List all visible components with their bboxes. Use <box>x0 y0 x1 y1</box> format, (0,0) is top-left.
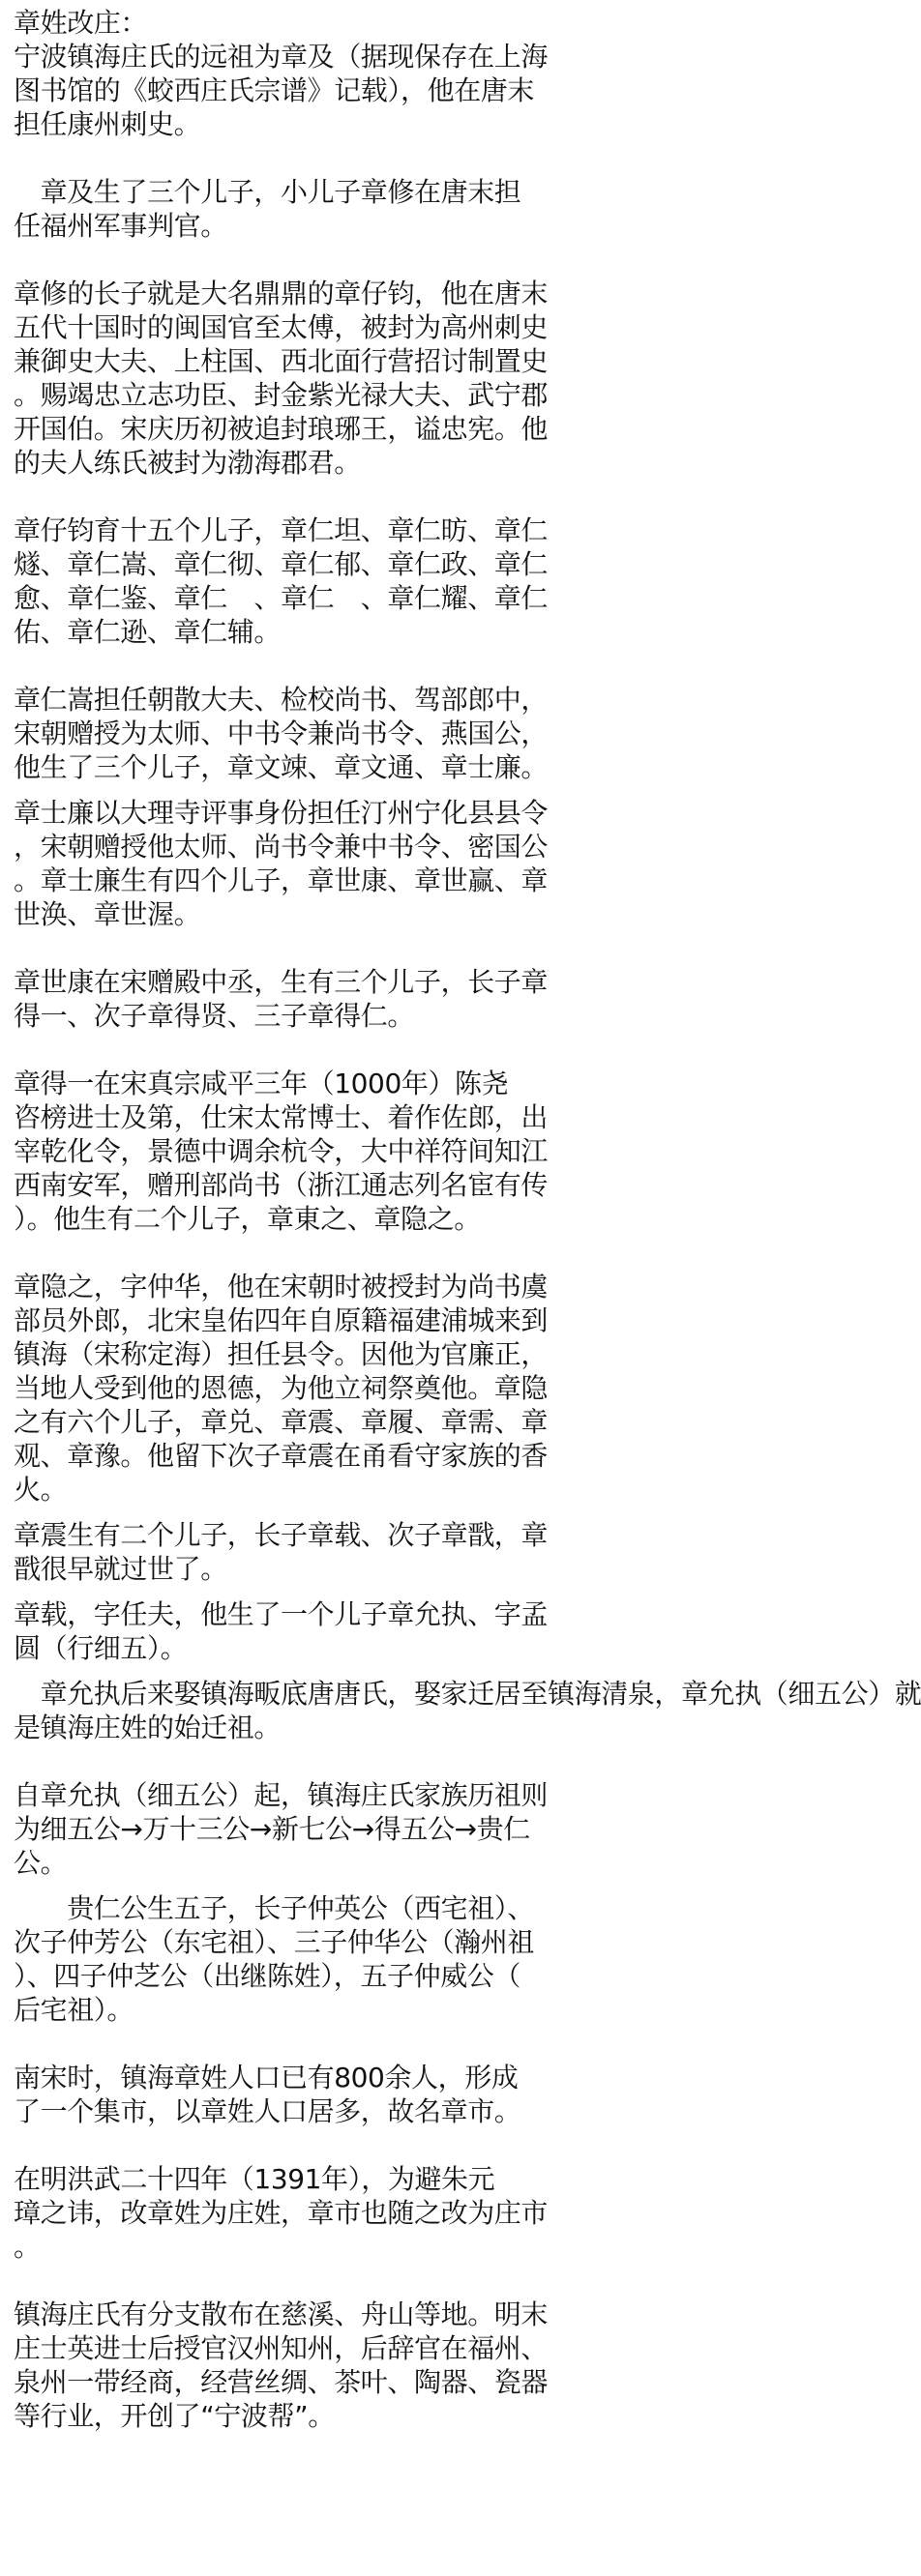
text-line: 公。 <box>14 1847 68 1879</box>
text-line: 泉州一带经商，经营丝绸、茶叶、陶器、瓷器 <box>14 2366 549 2398</box>
text-line: 燧、章仁嵩、章仁彻、章仁郁、章仁政、章仁 <box>14 548 549 580</box>
paragraph-gap <box>14 2027 606 2061</box>
text-line: 。赐竭忠立志功臣、封金紫光禄大夫、武宁郡 <box>14 379 549 411</box>
text-line: 。章士廉生有四个儿子，章世康、章世赢、章 <box>14 864 549 896</box>
paragraph <box>14 683 606 784</box>
text-line: 任福州军事判官。 <box>14 210 227 242</box>
text-line: 自章允执（细五公）起，镇海庄氏家族历祖则 <box>14 1779 549 1811</box>
text-line: 宰乾化令，景德中调余杭令，大中祥符间知江 <box>14 1135 549 1167</box>
text-line: 西南安军，赠刑部尚书（浙江通志列名宦有传 <box>14 1169 549 1201</box>
text-line: 为细五公→万十三公→新七公→得五公→贵仁 <box>14 1813 530 1845</box>
text-line: 在明洪武二十四年（1391年），为避朱元 <box>14 2163 495 2195</box>
text-line: 宋朝赠授为太师、中书令兼尚书令、燕国公， <box>14 717 549 749</box>
text-line: 戬很早就过世了。 <box>14 1553 227 1585</box>
text-line: ，宋朝赠授他太师、尚书令兼中书令、密国公 <box>14 831 549 863</box>
text-line: 是镇海庄姓的始迁祖。 <box>14 1712 282 1743</box>
paragraph <box>14 1270 606 1507</box>
text-line: 南宋时，镇海章姓人口已有800余人，形成 <box>14 2062 519 2093</box>
text-line: 得一、次子章得贤、三子章得仁。 <box>14 1000 415 1032</box>
paragraph-list <box>14 40 921 2433</box>
text-line: 章允执后来娶镇海畈底唐唐氏，娶家迁居至镇海清泉，章允执（细五公）就 <box>14 1678 921 1710</box>
paragraph <box>14 1597 606 1665</box>
text-line: 章仔钧育十五个儿子，章仁坦、章仁昉、章仁 <box>14 514 549 546</box>
text-line: 五代十国时的闽国官至太傅，被封为高州刺史 <box>14 311 549 343</box>
paragraph-gap <box>14 243 606 277</box>
paragraph-gap <box>14 2264 606 2298</box>
text-line: 章士廉以大理寺评事身份担任汀州宁化县县令 <box>14 797 549 829</box>
text-line: 兼御史大夫、上柱国、西北面行营招讨制置史 <box>14 345 549 377</box>
text-line: 世涣、章世渥。 <box>14 898 201 930</box>
text-line: 章得一在宋真宗咸平三年（1000年）陈尧 <box>14 1068 509 1099</box>
text-line: 他生了三个儿子，章文竦、章文通、章士廉。 <box>14 751 549 783</box>
paragraph <box>14 175 606 243</box>
text-line: 章及生了三个儿子，小儿子章修在唐末担 <box>14 176 521 208</box>
paragraph <box>14 1067 606 1236</box>
paragraph <box>14 513 606 649</box>
text-line: 后宅祖）。 <box>14 1994 134 2026</box>
text-line: ）、四子仲芝公（出继陈姓），五子仲威公（ <box>14 1960 521 1992</box>
text-line: 章载，字任夫，他生了一个儿子章允执、字孟 <box>14 1598 549 1630</box>
text-line: 圆（行细五）。 <box>14 1632 188 1664</box>
text-line: 。 <box>14 2231 41 2263</box>
paragraph <box>14 277 606 480</box>
paragraph <box>14 965 606 1033</box>
text-line: 庄士英进士后授官汉州知州，后辞官在福州、 <box>14 2332 549 2364</box>
paragraph-gap <box>14 141 606 175</box>
paragraph <box>14 2298 606 2433</box>
text-line: 咨榜进士及第，仕宋太常博士、着作佐郎，出 <box>14 1101 549 1133</box>
text-line: 图书馆的《蛟西庄氏宗谱》记载），他在唐末 <box>14 74 535 106</box>
paragraph <box>14 2061 606 2128</box>
text-line: 次子仲芳公（东宅祖）、三子仲华公（瀚州祖 <box>14 1926 535 1958</box>
text-line: 愈、章仁鉴、章仁 、章仁 、章仁耀、章仁 <box>14 582 549 614</box>
text-line: 火。 <box>14 1474 68 1506</box>
text-line: 宁波镇海庄氏的远祖为章及（据现保存在上海 <box>14 41 549 73</box>
document-body <box>14 6 921 2433</box>
text-line: ）。他生有二个儿子，章東之、章隐之。 <box>14 1203 481 1235</box>
paragraph-gap <box>14 2128 606 2162</box>
text-line: 璋之讳，改章姓为庄姓，章市也随之改为庄市 <box>14 2197 549 2229</box>
paragraph <box>14 1518 606 1586</box>
text-line: 章震生有二个儿子，长子章载、次子章戬，章 <box>14 1519 549 1551</box>
text-line: 之有六个儿子，章兑、章震、章履、章需、章 <box>14 1406 549 1438</box>
paragraph <box>14 40 606 141</box>
text-line: 部员外郎，北宋皇佑四年自原籍福建浦城来到 <box>14 1304 549 1336</box>
text-line: 贵仁公生五子，长子仲英公（西宅祖）、 <box>14 1892 535 1924</box>
paragraph-gap <box>14 931 606 965</box>
text-line: 章仁嵩担任朝散大夫、检校尚书、驾部郎中， <box>14 684 549 716</box>
paragraph-gap <box>14 784 606 796</box>
paragraph <box>14 1677 921 1744</box>
text-line: 章隐之，字仲华，他在宋朝时被授封为尚书虞 <box>14 1271 549 1303</box>
text-line: 观、章豫。他留下次子章震在甬看守家族的香 <box>14 1440 549 1472</box>
paragraph-gap <box>14 480 606 513</box>
paragraph-gap <box>14 1033 606 1067</box>
paragraph-gap <box>14 1880 606 1891</box>
text-line: 等行业，开创了“宁波帮”。 <box>14 2400 335 2432</box>
text-line: 镇海（宋称定海）担任县令。因他为官廉正， <box>14 1338 549 1370</box>
text-line: 章世康在宋赠殿中丞，生有三个儿子，长子章 <box>14 966 549 998</box>
paragraph-gap <box>14 1586 606 1597</box>
text-line: 的夫人练氏被封为渤海郡君。 <box>14 447 361 479</box>
text-line: 佑、章仁逊、章仁辅。 <box>14 616 282 648</box>
paragraph-gap <box>14 1665 606 1677</box>
paragraph-gap <box>14 1507 606 1518</box>
paragraph-gap <box>14 1236 606 1270</box>
paragraph-gap <box>14 649 606 683</box>
text-line: 镇海庄氏有分支散布在慈溪、舟山等地。明末 <box>14 2298 549 2330</box>
text-line: 当地人受到他的恩德，为他立祠祭奠他。章隐 <box>14 1372 549 1404</box>
text-line: 章修的长子就是大名鼎鼎的章仔钧，他在唐末 <box>14 278 549 309</box>
document-title: 章姓改庄： <box>14 7 148 39</box>
text-line: 了一个集市，以章姓人口居多，故名章市。 <box>14 2095 521 2127</box>
text-line: 担任康州刺史。 <box>14 108 201 140</box>
paragraph <box>14 2162 606 2264</box>
paragraph-gap <box>14 1744 606 1778</box>
text-line: 开国伯。宋庆历初被追封琅琊王，谥忠宪。他 <box>14 413 549 445</box>
paragraph <box>14 796 606 931</box>
paragraph <box>14 1778 606 1880</box>
paragraph <box>14 1891 606 2027</box>
